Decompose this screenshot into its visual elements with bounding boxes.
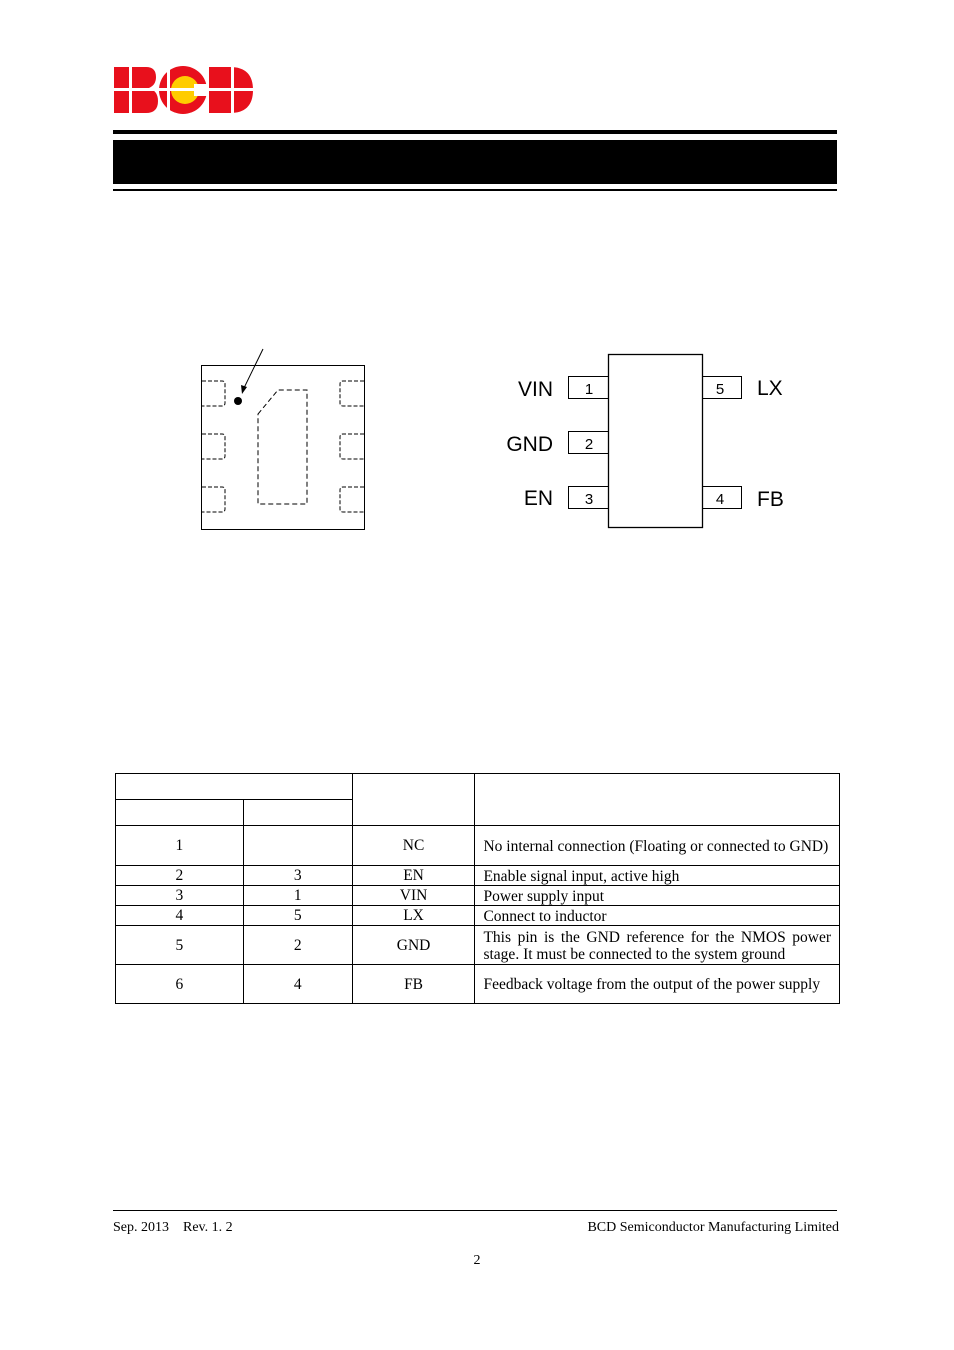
cell-pin-a: 3 xyxy=(116,886,244,906)
footer-rule xyxy=(113,1210,837,1211)
header-pin-number-group xyxy=(116,774,353,800)
sot-pin4-name: FB xyxy=(757,488,784,511)
cell-pin-a: 5 xyxy=(116,926,244,965)
header-function xyxy=(475,774,840,826)
header-package-b xyxy=(243,800,352,826)
header-rule-top xyxy=(113,130,837,134)
cell-pin-name: VIN xyxy=(352,886,475,906)
cell-pin-b: 1 xyxy=(243,886,352,906)
page-number: 2 xyxy=(473,1253,481,1268)
sot-pin5-name: LX xyxy=(757,377,783,400)
sot-pin1-name: VIN xyxy=(517,378,553,401)
dfn-package-diagram xyxy=(180,340,380,540)
cell-pin-b: 2 xyxy=(243,926,352,965)
table-row xyxy=(116,866,840,886)
cell-function: This pin is the GND reference for the NMOS power stage. It must be connected to the system ground xyxy=(475,926,840,965)
sot-pin2-number: 2 xyxy=(584,436,594,453)
cell-function: Enable signal input, active high xyxy=(475,866,840,886)
cell-function: Connect to inductor xyxy=(475,906,840,926)
bcd-logo xyxy=(112,64,256,116)
table-row xyxy=(116,965,840,1004)
cell-pin-name: LX xyxy=(352,906,475,926)
cell-pin-b xyxy=(243,826,352,866)
sot-pin1-number: 1 xyxy=(584,381,594,398)
footer-company: BCD Semiconductor Manufacturing Limited xyxy=(587,1220,839,1235)
cell-function: No internal connection (Floating or connected to GND) xyxy=(475,826,840,866)
cell-pin-a: 4 xyxy=(116,906,244,926)
header-package-a xyxy=(116,800,244,826)
sot-pin3-number: 3 xyxy=(584,491,594,508)
cell-pin-a: 1 xyxy=(116,826,244,866)
table-row xyxy=(116,826,840,866)
sot-package-diagram xyxy=(490,345,800,535)
sot-pin4-number: 4 xyxy=(715,491,725,508)
cell-pin-name: GND xyxy=(352,926,475,965)
cell-pin-name: EN xyxy=(352,866,475,886)
cell-pin-a: 2 xyxy=(116,866,244,886)
pin-description-table xyxy=(115,773,840,1004)
cell-pin-b: 5 xyxy=(243,906,352,926)
footer-date-revision: Sep. 2013 Rev. 1. 2 xyxy=(113,1220,233,1235)
sot-pin2-name: GND xyxy=(506,433,553,456)
cell-function: Power supply input xyxy=(475,886,840,906)
table-row xyxy=(116,926,840,965)
table-header-row xyxy=(116,774,840,800)
header-title-bar xyxy=(113,140,837,184)
cell-function: Feedback voltage from the output of the power supply xyxy=(475,965,840,1004)
sot-pin5-number: 5 xyxy=(715,381,725,398)
sot-pin3-name: EN xyxy=(523,487,553,510)
header-rule-bottom xyxy=(113,189,837,191)
cell-pin-b: 4 xyxy=(243,965,352,1004)
cell-pin-a: 6 xyxy=(116,965,244,1004)
cell-pin-name: NC xyxy=(352,826,475,866)
table-row xyxy=(116,886,840,906)
table-row xyxy=(116,906,840,926)
cell-pin-b: 3 xyxy=(243,866,352,886)
cell-pin-name: FB xyxy=(352,965,475,1004)
header-pin-name xyxy=(352,774,475,826)
